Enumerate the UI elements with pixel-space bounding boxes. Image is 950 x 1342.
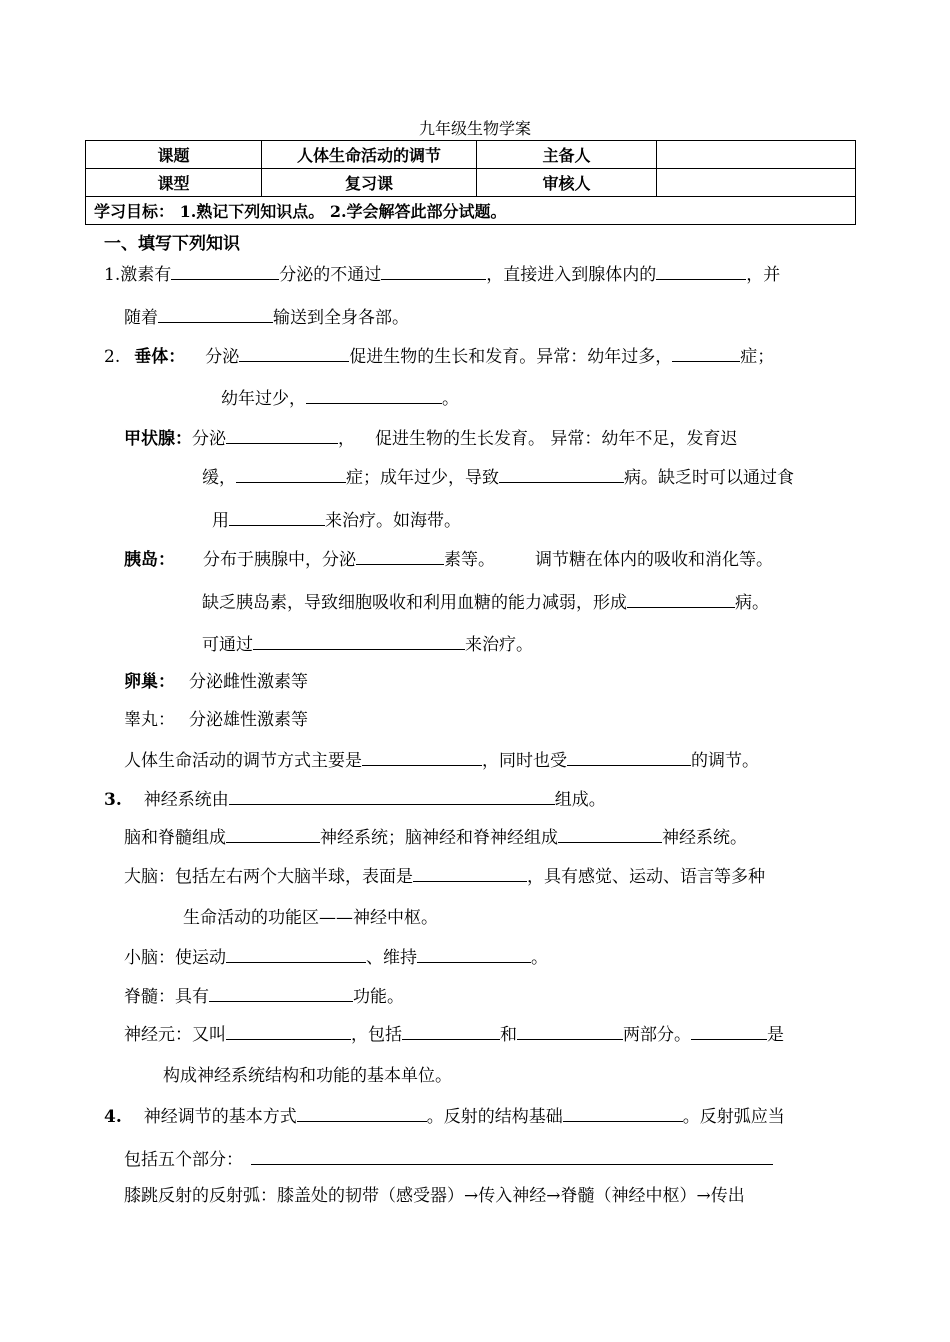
text: 幼年过少， [221,389,306,409]
text: 功能。 [353,987,404,1007]
text: 是 [767,1025,784,1045]
blank-field[interactable] [402,1021,500,1040]
text: ，具有感觉、运动、语言等多种 [527,867,765,887]
blank-field[interactable] [672,343,740,362]
blank-field[interactable] [253,631,465,650]
text: 来治疗。 [465,635,533,655]
blank-field[interactable] [226,425,338,444]
text: ，包括 [351,1025,402,1045]
text: 神经系统；脑神经和脊神经组成 [320,828,558,848]
q2-islet-line1 [124,546,773,572]
text: 包括五个部分： [124,1150,243,1170]
q3-line6 [124,983,404,1009]
text: 分泌的不通过 [279,265,382,285]
term-thyroid: 甲状腺： [124,429,192,449]
q2-pituitary-line1 [104,343,774,369]
text: 分布于胰腺中，分泌 [203,550,356,570]
info-table [85,140,856,225]
blank-field[interactable] [567,747,691,766]
blank-field[interactable] [517,1021,623,1040]
q3-line1 [104,786,606,812]
q3-line5 [124,944,548,970]
type-label: 课型 [86,169,262,197]
blank-field[interactable] [239,343,349,362]
q3-line7 [124,1021,784,1047]
blank-field[interactable] [229,786,555,805]
blank-field[interactable] [627,589,735,608]
q2-islet-line3 [202,631,533,657]
text: 膝跳反射的反射弧：膝盖处的韧带（感受器）→传入神经→脊髓（神经中枢）→传出 [124,1186,745,1206]
blank-field[interactable] [158,304,273,323]
text: 缓， [202,468,236,488]
q3-line2 [124,824,747,850]
blank-field[interactable] [656,261,746,280]
q2-ovary-line [124,670,308,694]
text: 促进生物的生长发育。 异常：幼年不足，发育迟 [375,429,738,449]
q3-line4 [183,906,438,930]
text: 脑和脊髓组成 [124,828,226,848]
table-row [86,141,856,169]
term-pituitary: 垂体： [134,347,186,367]
q1-number: 1. [104,265,121,285]
q2-number: 2. [104,347,121,367]
blank-field[interactable] [306,385,442,404]
reviewer-label: 审核人 [477,169,657,197]
text: 脊髓：具有 [124,987,209,1007]
q1-line1 [104,261,780,287]
text: 神经元：又叫 [124,1025,226,1045]
text: 症；成年过少，导致 [346,468,499,488]
text: 大脑：包括左右两个大脑半球，表面是 [124,867,413,887]
q2-thyroid-line1 [124,425,737,451]
topic-label: 课题 [86,141,262,169]
text: 组成。 [554,790,606,810]
blank-field[interactable] [413,863,527,882]
reviewer-value [657,169,856,197]
blank-field[interactable] [209,983,353,1002]
text: 病。 [735,593,769,613]
q4-line2 [124,1146,773,1172]
blank-field[interactable] [499,464,624,483]
q1-line2 [124,304,409,330]
text: 用 [212,511,229,531]
text: 调节糖在体内的吸收和消化等。 [535,550,773,570]
text: 分泌 [192,429,226,449]
text: 分泌雌性激素等 [189,672,308,692]
blank-field[interactable] [558,824,662,843]
blank-field[interactable] [362,747,482,766]
blank-field[interactable] [226,1021,351,1040]
blank-field[interactable] [691,1021,767,1040]
q4-line3 [124,1184,745,1208]
q2-testis-line [124,708,308,732]
text: 随着 [124,308,158,328]
text: 小脑：使运动 [124,948,226,968]
preparer-label: 主备人 [477,141,657,169]
text: 缺乏胰岛素，导致细胞吸收和利用血糖的能力减弱，形成 [202,593,627,613]
text: 。反射的结构基础 [426,1107,563,1127]
text: 激素有 [120,265,172,285]
blank-field[interactable] [236,464,346,483]
text: 、维持 [366,948,417,968]
q2-islet-line2 [202,589,769,615]
blank-field[interactable] [381,261,486,280]
topic-value: 人体生命活动的调节 [262,141,477,169]
text: 神经系统由 [143,790,229,810]
q2-pituitary-line2 [221,385,459,411]
text: 人体生命活动的调节方式主要是 [124,751,362,771]
text: 的调节。 [691,751,759,771]
term-testis: 睾丸： [124,710,175,730]
text: 和 [500,1025,517,1045]
blank-field[interactable] [297,1103,427,1122]
blank-field[interactable] [171,261,279,280]
text: ，并 [746,265,781,285]
learning-goal: 学习目标： 1.熟记下列知识点。 2.学会解答此部分试题。 [86,197,856,225]
text: ，同时也受 [482,751,567,771]
q2-thyroid-line2 [202,464,794,490]
q3-line3 [124,863,765,889]
text: 构成神经系统结构和功能的基本单位。 [163,1066,452,1086]
text: 来治疗。如海带。 [325,511,461,531]
preparer-value [657,141,856,169]
text: ， [338,429,355,449]
blank-field[interactable] [251,1146,773,1165]
q3-line8 [163,1064,452,1088]
text: 分泌 [205,347,240,367]
text: 分泌雄性激素等 [189,710,308,730]
text: 。反射弧应当 [682,1107,785,1127]
text: 生命活动的功能区——神经中枢。 [183,908,438,928]
page-title: 九年级生物学案 [418,119,531,138]
text: 神经系统。 [662,828,747,848]
text: 可通过 [202,635,253,655]
q4-line1 [104,1103,785,1129]
blank-field[interactable] [417,944,531,963]
text: ，直接进入到腺体内的 [486,265,657,285]
q2-regulation-line [124,747,759,773]
type-value: 复习课 [262,169,477,197]
q4-number: 4. [104,1107,122,1127]
section-heading: 一、填写下列知识 [104,234,240,254]
text: 两部分。 [623,1025,691,1045]
text: 促进生物的生长和发育。异常：幼年过多， [349,347,673,367]
text: 症； [740,347,775,367]
blank-field[interactable] [226,944,366,963]
text: 。 [442,389,459,409]
blank-field[interactable] [226,824,320,843]
text: 。 [531,948,548,968]
q2-thyroid-line3 [212,507,461,533]
blank-field[interactable] [229,507,325,526]
blank-field[interactable] [356,546,444,565]
blank-field[interactable] [563,1103,683,1122]
table-row [86,197,856,225]
table-row [86,169,856,197]
term-ovary: 卵巢： [124,672,175,692]
text: 输送到全身各部。 [273,308,409,328]
text: 神经调节的基本方式 [143,1107,297,1127]
term-islet: 胰岛： [124,550,175,570]
text: 素等。 [444,550,495,570]
text: 病。缺乏时可以通过食 [624,468,794,488]
q3-number: 3. [104,790,122,810]
